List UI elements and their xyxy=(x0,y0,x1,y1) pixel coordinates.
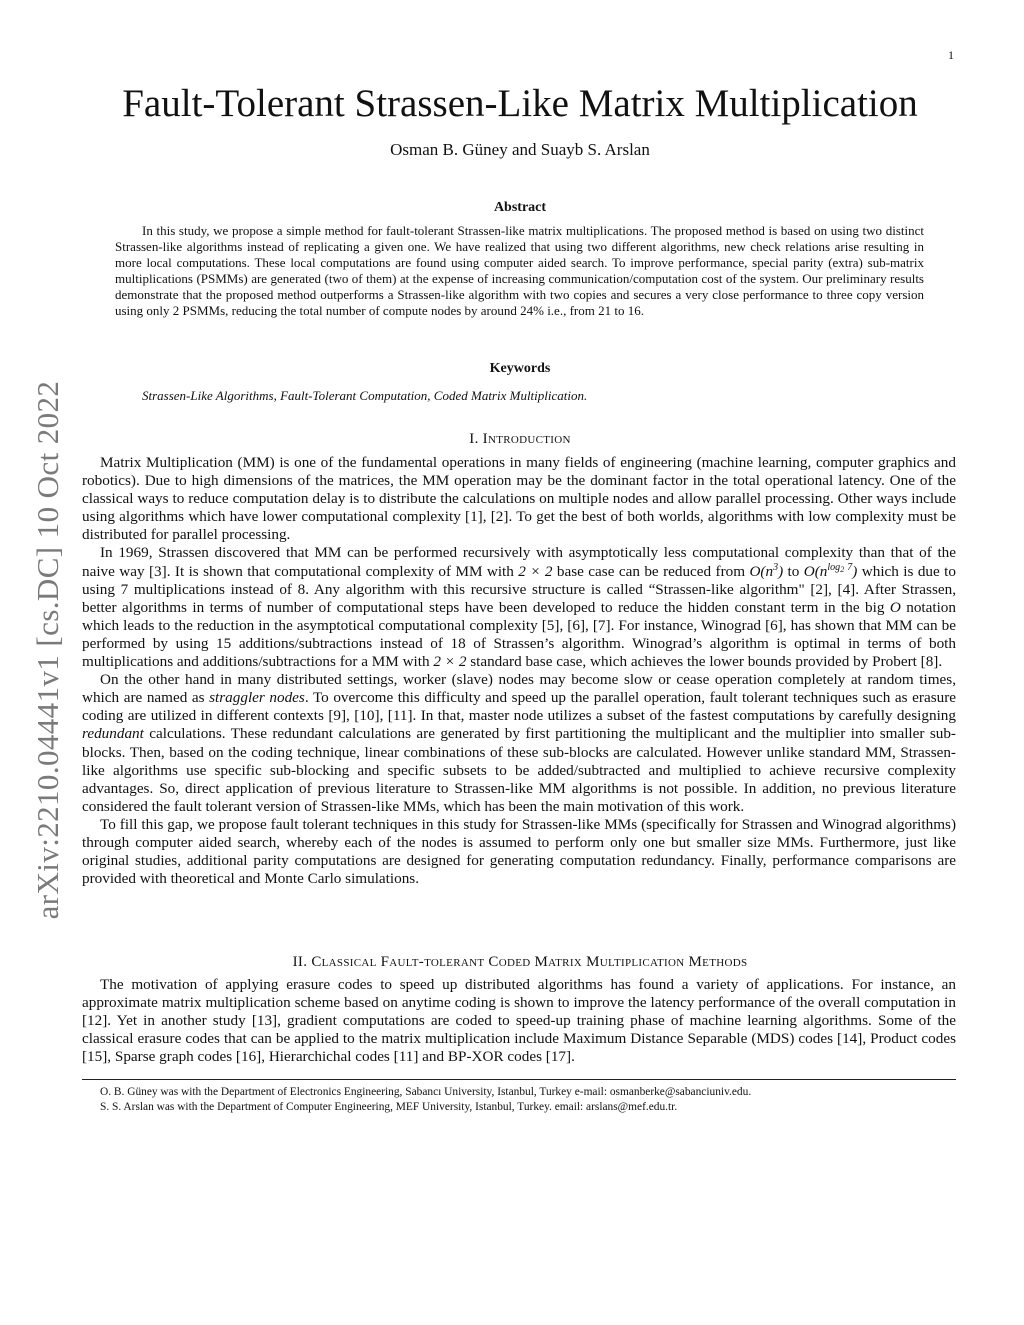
arxiv-identifier-stamp: arXiv:2210.04441v1 [cs.DC] 10 Oct 2022 xyxy=(30,380,65,920)
classical-methods-body xyxy=(82,976,956,1066)
text-run: . To overcome this difficulty and speed up the parallel operation, fault tolerant techniques such as erasure coding are utilized in different contexts [9], [10], [11]. In that, master node utilizes a subset of the fastest computations by carefully designing xyxy=(82,689,956,725)
emphasis: redundant xyxy=(82,725,144,743)
abstract-body: In this study, we propose a simple method for fault-tolerant Strassen-like matrix multiplications. The proposed method is based on using two distinct Strassen-like algorithms instead of replicating a given one. We have realized that using two different algorithms, new check relations arise resulting in more local computations. These local computations are found using computer aided search. To improve performance, special parity (extra) sub-matrix multiplications (PSMMs) are generated (two of them) at the expense of increasing communication/computation cost of the system. Our preliminary results demonstrate that the proposed method outperforms a Strassen-like algorithm with two copies and secures a very close performance to three copy version using only 2 PSMMs, reducing the total number of compute nodes by around 24% i.e., from 21 to 16. xyxy=(115,223,924,319)
section-heading-introduction: I. Introduction xyxy=(469,431,571,447)
intro-paragraph-2 xyxy=(82,544,956,671)
math-inline xyxy=(804,563,858,580)
math-close: ) xyxy=(852,562,858,580)
classical-paragraph-1: The motivation of applying erasure codes to speed up distributed algorithms has found a variety of applications. For instance, an approximate matrix multiplication scheme based on anytime coding is shown to improve the latency performance of the overall computation in [12]. Yet in another study [13], gradient computations are coded to speed-up training phase of machine learning algorithms. Some of the classical erasure codes that can be applied to the matrix multiplication include Maximum Distance Separable (MDS) codes [14], Product codes [15], Sparse graph codes [16], Hierarchichal codes [11] and BP-XOR codes [17]. xyxy=(82,976,956,1066)
intro-paragraph-4: To fill this gap, we propose fault tolerant techniques in this study for Strassen-like MMs (specifically for Strassen and Winograd algorithms) through computer aided search, whereby each of the nodes is assumed to perform only one but smaller size MMs. Furthermore, just like original studies, additional parity computations are designed for generating computation redundancy. Finally, performance comparisons are provided with theoretical and Monte Carlo simulations. xyxy=(82,815,956,888)
footnote-author-2: S. S. Arslan was with the Department of Computer Engineering, MEF University, Istanbul, Turkey. email: arslans@mef.edu.tr. xyxy=(100,1101,678,1113)
text-run: notation which leads to the reduction in the asymptotical computational complexity [5], [6], [7]. For instance, Winograd [6], has shown that MM can be performed by using 15 additions/subtractions instead of 18 of Strassen’s algorithm. Winograd’s algorithm is optimal in terms of both multiplications and additions/subtractions for a MM with xyxy=(82,598,956,671)
math-base: O(n xyxy=(803,562,828,580)
text-run: calculations. These redundant calculations are generated by first partitioning the multiplicant and the multiplier into smaller sub-blocks. Then, based on the coding technique, linear combinations of these sub-blocks are calculated. However unlike standard MM, Strassen-like algorithms use specific sub-blocking and specific subsets to be added/subtracted and multiplied to achieve recursive complexity advantages. So, direct application of previous literature to Strassen-like MM algorithms is not possible. In addition, no previous literature considered the fault tolerant version of Strassen-like MMs, which has been the main motivation of this work. xyxy=(82,725,956,815)
introduction-body xyxy=(82,454,956,888)
math-inline xyxy=(749,563,783,580)
abstract-heading: Abstract xyxy=(493,200,547,215)
section-heading-classical-methods: II. Classical Fault-tolerant Coded Matrix Multiplication Methods xyxy=(292,954,748,970)
keywords-body: Strassen-Like Algorithms, Fault-Tolerant Computation, Coded Matrix Multiplication. xyxy=(142,388,588,403)
paper-title: Fault-Tolerant Strassen-Like Matrix Multiplication xyxy=(122,82,918,125)
footnotes xyxy=(82,1085,956,1115)
intro-paragraph-3 xyxy=(82,671,956,816)
math-inline: 2 × 2 xyxy=(433,653,467,671)
emphasis: straggler nodes xyxy=(209,689,305,707)
math-inline: O xyxy=(889,598,901,616)
math-log-arg: 7 xyxy=(844,561,853,573)
math-superscript xyxy=(827,562,852,573)
text-run: In 1969, Strassen discovered that MM can be performed recursively with asymptotically less computational complexity than that of the naive way [3]. It is shown that computational complexity of MM with xyxy=(82,544,956,580)
footnote-rule xyxy=(82,1079,956,1080)
paper-authors: Osman B. Güney and Suayb S. Arslan xyxy=(390,140,650,159)
math-base: O(n xyxy=(749,562,774,580)
page-number: 1 xyxy=(948,48,954,62)
text-run: to xyxy=(783,562,804,580)
math-log: log xyxy=(827,561,841,573)
text-run: standard base case, which achieves the lower bounds provided by Probert [8]. xyxy=(466,653,943,671)
math-close: ) xyxy=(778,562,784,580)
keywords-heading: Keywords xyxy=(489,361,551,376)
text-run: which is due to using 7 multiplications instead of 8. Any algorithm with this recursive structure is called “Strassen-like algorithm" [2], [4]. After Strassen, better algorithms in terms of number of computational steps have been developed to reduce the hidden constant term in the big xyxy=(82,562,956,616)
math-subscript: 2 xyxy=(840,564,845,574)
footnote-author-1: O. B. Güney was with the Department of Electronics Engineering, Sabancı University, Istanbul, Turkey e-mail: osmanberke@sabanciuniv.edu. xyxy=(100,1086,752,1098)
math-superscript: 3 xyxy=(773,561,779,573)
text-run: base case can be reduced from xyxy=(552,562,750,580)
intro-paragraph-1: Matrix Multiplication (MM) is one of the fundamental operations in many fields of engineering (machine learning, computer graphics and robotics). Due to high dimensions of the matrices, the MM operation may be the dominant factor in the total operational latency. One of the classical ways to reduce computation delay is to distribute the calculations on multiple nodes and allow parallel processing. Other ways include using algorithms which have lower computational complexity [1], [2]. To get the best of both worlds, algorithms with low complexity must be distributed for parallel processing. xyxy=(82,454,956,544)
text-run: On the other hand in many distributed settings, worker (slave) nodes may become slow or cease operation completely at random times, which are named as xyxy=(82,671,956,707)
math-inline: 2 × 2 xyxy=(518,562,553,580)
